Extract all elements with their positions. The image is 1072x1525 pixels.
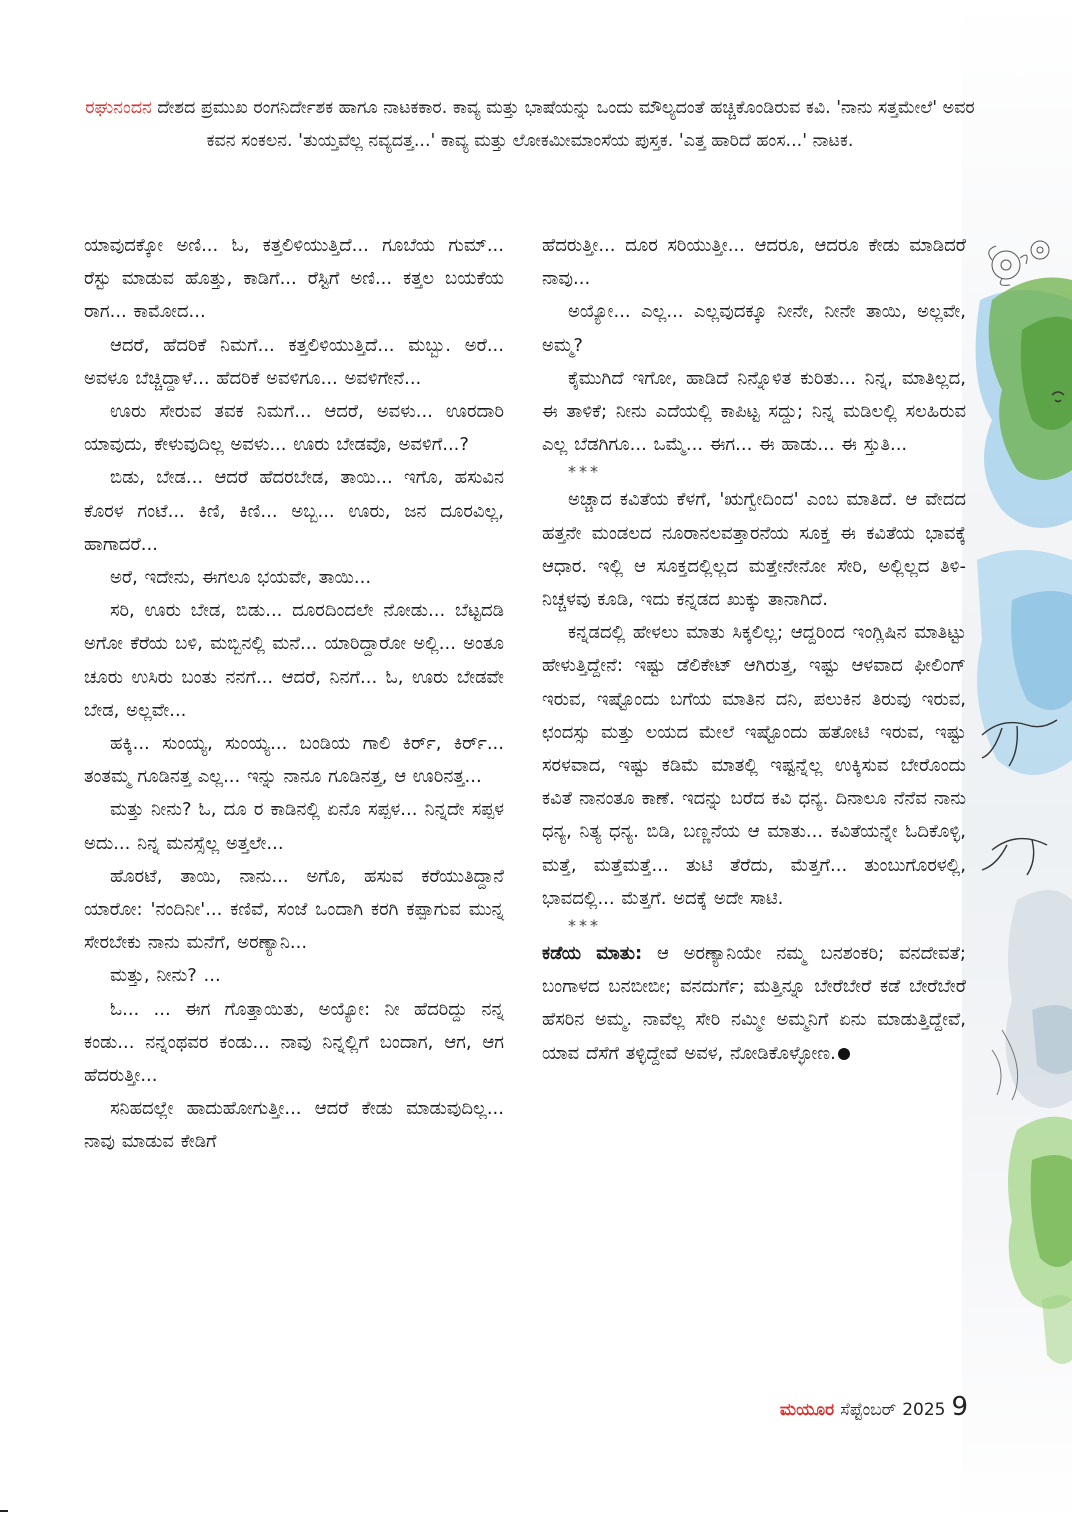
paragraph: ಹೊರಟೆ, ತಾಯಿ, ನಾನು... ಅಗೊ, ಹಸುವ ಕರೆಯುತಿದ್ದಾನೆ ಯಾರೋ: 'ನಂದಿನೀ'... ಕಣಿವೆ, ಸಂಜೆ ಒಂದಾಗಿ ಕರಗಿ ಕಪ್ಪಾಗುವ ಮುನ್ನ ಸೇರಬೇಕು ನಾನು ಮನೆಗೆ, ಅರಣ್ಯಾನಿ... [84,865,504,954]
paragraph: ಕೈಮುಗಿದೆ ಇಗೋ, ಹಾಡಿದೆ ನಿನ್ನೊಳಿತ ಕುರಿತು... ನಿನ್ನ, ಮಾತಿಲ್ಲದ, ಈ ತಾಳಿಕೆ; ನೀನು ಎದೆಯಲ್ಲಿ ಕಾಪಿಟ್ಟ ಸದ್ದು; ನಿನ್ನ ಮಡಿಲಲ್ಲಿ ಸಲಹಿರುವ ಎಲ್ಲ ಬೆಡಗಿಗೂ... ಒಮ್ಮೆ... ಈಗ... ಈ ಹಾಡು... ಈ ಸ್ತುತಿ... [542,367,966,456]
end-of-article-mark [838,1048,850,1060]
section-separator: *** [568,916,601,936]
paragraph: ಯಾವುದಕ್ಕೋ ಅಣಿ... ಓ, ಕತ್ತಲಿಳಿಯುತ್ತಿದೆ... ಗೂಬೆಯ ಗುಮ್... ರೆಸ್ಟು ಮಾಡುವ ಹೊತ್ತು, ಕಾಡಿಗೆ... ರೆಸ್ಟಿಗೆ ಅಣಿ... ಕತ್ತಲ ಬಯಕೆಯ ರಾಗ... ಕಾಮೋದ... [84,235,504,323]
issue-year: 2025 [902,1400,946,1420]
paragraph: ಅಯ್ಯೋ... ಎಲ್ಲ... ಎಲ್ಲವುದಕ್ಕೂ ನೀನೇ, ನೀನೇ ತಾಯಿ, ಅಲ್ಲವೇ, ಅಮ್ಮ? [542,301,966,356]
author-name: ರಘುನಂದನ [85,98,152,118]
magazine-name: ಮಯೂರ [779,1400,835,1420]
paragraph: ಹೆದರುತ್ತೀ... ದೂರ ಸರಿಯುತ್ತೀ... ಆದರೂ, ಆದರೂ ಕೇಡು ಮಾಡಿದರೆ ನಾವು... [542,235,966,290]
paragraph: ಓ... ... ಈಗ ಗೊತ್ತಾಯಿತು, ಅಯ್ಯೋ: ನೀ ಹೆದರಿದ್ದು ನನ್ನ ಕಂಡು... ನನ್ನಂಥವರ ಕಂಡು... ನಾವು ನಿನ್ನಲ್ಲಿಗೆ ಬಂದಾಗ, ಆಗ, ಆಗ ಹೆದರುತ್ತೀ... [84,998,504,1087]
article-column-left [84,229,504,1159]
paragraph: ಹಕ್ಕಿ... ಸುಂಯ್ಯ, ಸುಂಯ್ಯ... ಬಂಡಿಯ ಗಾಲಿ ಕಿರ್ರ್, ಕಿರ್ರ್... ತಂತಮ್ಮ ಗೂಡಿನತ್ತ ಎಲ್ಲ... ಇನ್ನು ನಾನೂ ಗೂಡಿನತ್ತ, ಆ ಊರಿನತ್ತ... [84,733,504,788]
paragraph: ಸನಿಹದಲ್ಲೇ ಹಾದುಹೋಗುತ್ತೀ... ಆದರೆ ಕೇಡು ಮಾಡುವುದಿಲ್ಲ... ನಾವು ಮಾಡುವ ಕೇಡಿಗೆ [84,1098,504,1153]
closing-text: ಆ ಅರಣ್ಯಾನಿಯೇ ನಮ್ಮ ಬನಶಂಕರಿ; ವನದೇವತೆ; ಬಂಗಾಳದ ಬನಬೀಬೀ; ವನದುರ್ಗೆ; ಮತ್ತಿನ್ನೂ ಬೇರೆಬೇರೆ ಕಡೆ ಬೇರೆಬೇರೆ ಹೆಸರಿನ ಅಮ್ಮ. ನಾವೆಲ್ಲ ಸೇರಿ ನಮ್ಮೀ ಅಮ್ಮನಿಗೆ ಏನು ಮಾಡುತ್ತಿದ್ದೇವೆ, ಯಾವ ದೆಸೆಗೆ ತಳ್ಳಿದ್ದೇವೆ ಅವಳ, ನೋಡಿಕೊಳ್ಳೋಣ. [542,943,966,1064]
paragraph: ಸರಿ, ಊರು ಬೇಡ, ಬಿಡು... ದೂರದಿಂದಲೇ ನೋಡು... ಬೆಟ್ಟದಡಿ ಅಗೋ ಕೆರೆಯ ಬಳಿ, ಮಬ್ಬಿನಲ್ಲಿ ಮನೆ... ಯಾರಿದ್ದಾರೋ ಅಲ್ಲಿ... ಅಂತೂ ಚೂರು ಉಸಿರು ಬಂತು ನನಗೆ... ಆದರೆ, ನಿನಗೆ... ಓ, ಊರು ಬೇಡವೇ ಬೇಡ, ಅಲ್ಲವೇ... [84,600,504,721]
paragraph: ಮತ್ತು, ನೀನು? ... [110,965,221,987]
section-separator: *** [568,462,601,482]
paragraph: ಊರು ಸೇರುವ ತವಕ ನಿಮಗೆ... ಆದರೆ, ಅವಳು... ಊರದಾರಿ ಯಾವುದು, ಕೇಳುವುದಿಲ್ಲ ಅವಳು... ಊರು ಬೇಡವೊ, ಅವಳಿಗೆ...? [84,401,504,456]
author-bio [80,92,980,158]
article-column-right [542,229,966,1070]
paragraph: ಮತ್ತು ನೀನು? ಓ, ದೂ ರ ಕಾಡಿನಲ್ಲಿ ಏನೊ ಸಪ್ಪಳ... ನಿನ್ನದೇ ಸಪ್ಪಳ ಅದು... ನಿನ್ನ ಮನಸ್ಸೆಲ್ಲ ಅತ್ತಲೇ... [84,799,504,854]
closing-label: ಕಡೆಯ ಮಾತು: [542,943,643,965]
issue-month: ಸೆಪ್ಟೆಂಬರ್ [840,1400,897,1420]
paragraph: ಕನ್ನಡದಲ್ಲಿ ಹೇಳಲು ಮಾತು ಸಿಕ್ಕಲಿಲ್ಲ; ಆದ್ದರಿಂದ ಇಂಗ್ಲಿಷಿನ ಮಾತಿಟ್ಟು ಹೇಳುತ್ತಿದ್ದೇನೆ: ಇಷ್ಟು ಡೆಲಿಕೇಟ್ ಆಗಿರುತ್ತ, ಇಷ್ಟು ಆಳವಾದ ಫೀಲಿಂಗ್ ಇರುವ, ಇಷ್ಟೊಂದು ಬಗೆಯ ಮಾತಿನ ದನಿ, ಪಲುಕಿನ ತಿರುವು ಇರುವ, ಛಂದಸ್ಸು ಮತ್ತು ಲಯದ ಮೇಲೆ ಇಷ್ಟೊಂದು ಹತೋಟಿ ಇರುವ, ಇಷ್ಟು ಸರಳವಾದ, ಇಷ್ಟು ಕಡಿಮೆ ಮಾತಲ್ಲಿ ಇಷ್ಟನ್ನೆಲ್ಲ ಉಕ್ಕಿಸುವ ಬೇರೊಂದು ಕವಿತೆ ನಾನಂತೂ ಕಾಣೆ. ಇದನ್ನು ಬರೆದ ಕವಿ ಧನ್ಯ. ದಿನಾಲೂ ನೆನೆವ ನಾನು ಧನ್ಯ, ನಿತ್ಯ ಧನ್ಯ. ಬಿಡಿ, ಬಣ್ಣನೆಯ ಆ ಮಾತು... ಕವಿತೆಯನ್ನೇ ಓದಿಕೊಳ್ಳಿ, ಮತ್ತೆ, ಮತ್ತೆಮತ್ತೆ... ತುಟಿ ತೆರೆದು, ಮೆತ್ತಗೆ... ತುಂಬುಗೊರಳಲ್ಲಿ, ಭಾವದಲ್ಲಿ... ಮೆತ್ತಗೆ. ಅದಕ್ಕೆ ಅದೇ ಸಾಟಿ. [542,622,966,909]
paragraph: ಅರೆ, ಇದೇನು, ಈಗಲೂ ಭಯವೇ, ತಾಯಿ... [110,567,372,589]
crop-mark-bottom-left [0,1510,8,1512]
page-footer [780,1392,968,1432]
page-number: 9 [951,1392,968,1422]
paragraph: ಬಿಡು, ಬೇಡ... ಆದರೆ ಹೆದರಬೇಡ, ತಾಯಿ... ಇಗೊ, ಹಸುವಿನ ಕೊರಳ ಗಂಟೆ... ಕಿಣಿ, ಕಿಣಿ... ಅಬ್ಬ... ಊರು, ಜನ ದೂರವಿಲ್ಲ, ಹಾಗಾದರೆ... [84,467,504,555]
decorative-watercolor-illustration [962,0,1072,1525]
author-bio-text: ದೇಶದ ಪ್ರಮುಖ ರಂಗನಿರ್ದೇಶಕ ಹಾಗೂ ನಾಟಕಕಾರ. ಕಾವ್ಯ ಮತ್ತು ಭಾಷೆಯನ್ನು ಒಂದು ಮೌಲ್ಯದಂತೆ ಹಚ್ಚಿಕೊಂಡಿರುವ ಕವಿ. 'ನಾನು ಸತ್ತಮೇಲೆ' ಅವರ ಕವನ ಸಂಕಲನ. 'ತುಯ್ತವೆಲ್ಲ ನವ್ಯದತ್ತ...' ಕಾವ್ಯ ಮತ್ತು ಲೋಕಮೀಮಾಂಸೆಯ ಪುಸ್ತಕ. 'ಎತ್ತ ಹಾರಿದೆ ಹಂಸ...' ನಾಟಕ. [151,98,975,151]
closing-paragraph [542,937,966,1070]
paragraph: ಅಚ್ಚಾದ ಕವಿತೆಯ ಕೆಳಗೆ, 'ಋಗ್ವೇದಿಂದ' ಎಂಬ ಮಾತಿದೆ. ಆ ವೇದದ ಹತ್ತನೇ ಮಂಡಲದ ನೂರಾನಲವತ್ತಾರನೆಯ ಸೂಕ್ತ ಈ ಕವಿತೆಯ ಭಾವಕ್ಕೆ ಆಧಾರ. ಇಲ್ಲಿ ಆ ಸೂಕ್ತದಲ್ಲಿಲ್ಲದ ಮತ್ತೇನೇನೋ ಸೇರಿ, ಅಲ್ಲಿಲ್ಲದ ತಿಳಿ-ನಿಚ್ಚಳವು ಕೂಡಿ, ಇದು ಕನ್ನಡದ ಖುಕ್ಕು ತಾನಾಗಿದೆ. [542,489,966,611]
paragraph: ಆದರೆ, ಹೆದರಿಕೆ ನಿಮಗೆ... ಕತ್ತಲಿಳಿಯುತ್ತಿದೆ... ಮಬ್ಬು. ಅರೆ... ಅವಳೂ ಬೆಚ್ಚಿದ್ದಾಳೆ... ಹೆದರಿಕೆ ಅವಳಿಗೂ... ಅವಳಿಗೇನೆ... [84,334,504,389]
